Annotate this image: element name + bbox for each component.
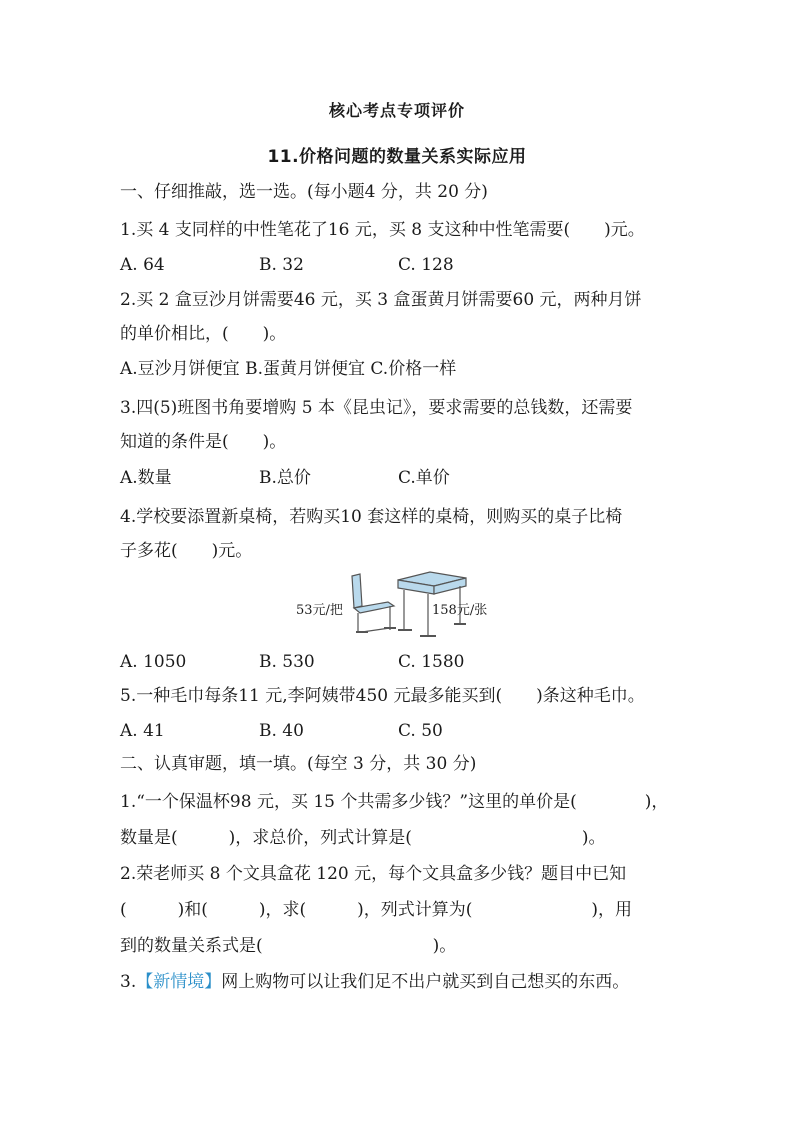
- q1-4-line2: 子多花( )元。: [120, 541, 253, 561]
- q1-2-options: A.豆沙月饼便宜 B.蛋黄月饼便宜 C.价格一样: [120, 359, 457, 379]
- q1-2-line2: 的单价相比，( )。: [120, 324, 287, 344]
- chair-icon: [352, 574, 396, 632]
- q2-2-line2: ( )和( )，求( )，列式计算为( )，用: [120, 900, 633, 920]
- q1-1-option-a: A. 64: [120, 255, 165, 275]
- q2-1-line1: 1.“一个保温杯98 元，买 15 个共需多少钱？”这里的单价是( )，: [120, 792, 669, 812]
- q2-2-line3: 到的数量关系式是( )。: [120, 936, 457, 956]
- q2-3-text: 网上购物可以让我们足不出户就买到自己想买的东西。: [221, 972, 630, 992]
- q2-1-line2: 数量是( )，求总价，列式计算是( )。: [120, 828, 606, 848]
- q1-4-option-b: B. 530: [259, 652, 315, 672]
- q1-3-line2: 知道的条件是( )。: [120, 432, 287, 452]
- section2-heading: 二、认真审题，填一填。(每空 3 分，共 30 分): [120, 754, 477, 774]
- q1-5-option-b: B. 40: [259, 721, 304, 741]
- q1-2-line1: 2.买 2 盒豆沙月饼需要46 元，买 3 盒蛋黄月饼需要60 元，两种月饼: [120, 290, 642, 310]
- desk-price-label: 158元/张: [432, 603, 488, 618]
- q1-1-option-b: B. 32: [259, 255, 304, 275]
- q1-5-option-a: A. 41: [120, 721, 165, 741]
- q1-3-option-b: B.总价: [259, 468, 311, 488]
- page-title: 核心考点专项评价: [328, 101, 465, 120]
- desk-chair-figure: [290, 566, 510, 644]
- new-context-tag: 【新情境】: [136, 972, 222, 992]
- page-subtitle: 11.价格问题的数量关系实际应用: [267, 147, 527, 167]
- q2-2-line1: 2.荣老师买 8 个文具盒花 120 元，每个文具盒多少钱？题目中已知: [120, 864, 627, 884]
- q1-5-option-c: C. 50: [398, 721, 443, 741]
- q1-3-option-a: A.数量: [120, 468, 172, 488]
- q1-4-line1: 4.学校要添置新桌椅，若购买10 套这样的桌椅，则购买的桌子比椅: [120, 507, 623, 527]
- q1-1-text: 1.买 4 支同样的中性笔花了16 元，买 8 支这种中性笔需要( )元。: [120, 220, 645, 240]
- q1-3-line1: 3.四(5)班图书角要增购 5 本《昆虫记》，要求需要的总钱数，还需要: [120, 398, 633, 418]
- q1-3-option-c: C.单价: [398, 468, 450, 488]
- section1-heading: 一、仔细推敲，选一选。(每小题4 分，共 20 分): [120, 182, 488, 202]
- q1-1-option-c: C. 128: [398, 255, 454, 275]
- q1-4-option-a: A. 1050: [120, 652, 187, 672]
- q1-5-text: 5.一种毛巾每条11 元,李阿姨带450 元最多能买到( )条这种毛巾。: [120, 686, 645, 706]
- q2-3-line1: [120, 970, 629, 994]
- chair-price-label: 53元/把: [296, 603, 343, 618]
- q2-3-number: 3.: [120, 972, 137, 992]
- q1-4-option-c: C. 1580: [398, 652, 465, 672]
